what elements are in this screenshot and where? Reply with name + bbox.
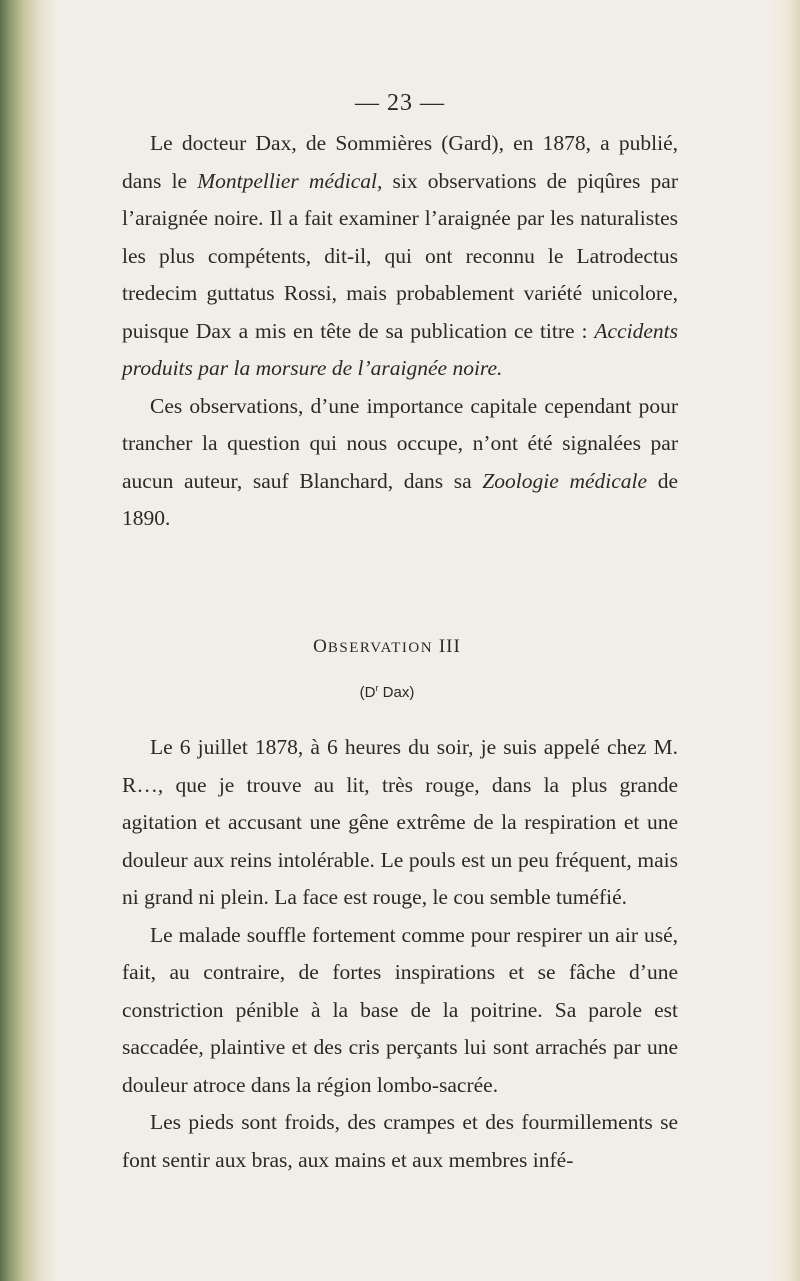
page-number: — 23 — [355, 90, 445, 116]
observation-number: III [438, 636, 461, 657]
intro-p1-text-b: six observations de piqûres par l’araignée noire. Il a fait examiner l’araignée par les naturalistes les plus compétents, dit-il, qui ont reconnu le Latrodectus tredecim guttatus Rossi, mais probablement variété unicolore, puisque Dax a mis en tête de sa publication ce titre : [122, 168, 678, 343]
intro-paragraph-1 [122, 125, 678, 388]
page-right-edge [770, 0, 800, 1281]
author-sup: r [375, 683, 379, 693]
intro-text [122, 125, 678, 538]
observation-author [122, 683, 652, 701]
intro-p1-text-a: Le docteur Dax, de Sommières (Gard), en 1878, a publié, dans le [122, 131, 678, 193]
observation-title-initial: O [313, 636, 328, 657]
author-prefix: (D [359, 684, 376, 701]
journal-title: Montpellier médical, [197, 168, 383, 193]
intro-p2-text-a: Ces observations, d’une importance capitale cependant pour trancher la question qui nous occupe, n’ont été signalées par aucun auteur, sauf Blanchard, dans sa [122, 393, 678, 493]
body-paragraph-3: Les pieds sont froids, des crampes et des fourmillements se font sentir aux bras, aux mains et aux membres infé- [122, 1110, 678, 1172]
observation-title-rest: BSERVATION [327, 640, 434, 656]
author-name: Dax) [378, 684, 415, 701]
observation-title [122, 636, 652, 658]
body-paragraph-2: Le malade souffle fortement comme pour respirer un air usé, fait, au contraire, de fortes inspirations et se fâche d’une constriction pénible à la base de la poitrine. Sa parole est saccadée, plaintive et des cris perçants lui sont arrachés par une douleur atroce dans la région lombo-sacrée. [122, 922, 678, 1097]
book-title: Zoologie médicale [482, 468, 648, 493]
body-paragraph-1: Le 6 juillet 1878, à 6 heures du soir, je suis appelé chez M. R…, que je trouve au lit, très rouge, dans la plus grande agitation et accusant une gêne extrême de la respiration et une douleur aux reins intolérable. Le pouls est un peu fréquent, mais ni grand ni plein. La face est rouge, le cou semble tuméfié. [122, 735, 678, 909]
page-binding-edge [0, 0, 58, 1281]
intro-paragraph-2 [122, 388, 678, 538]
intro-p2-text-b: de 1890. [122, 468, 678, 530]
publication-title: Accidents produits par la morsure de l’araignée noire. [122, 318, 678, 380]
observation-text [122, 729, 678, 1179]
